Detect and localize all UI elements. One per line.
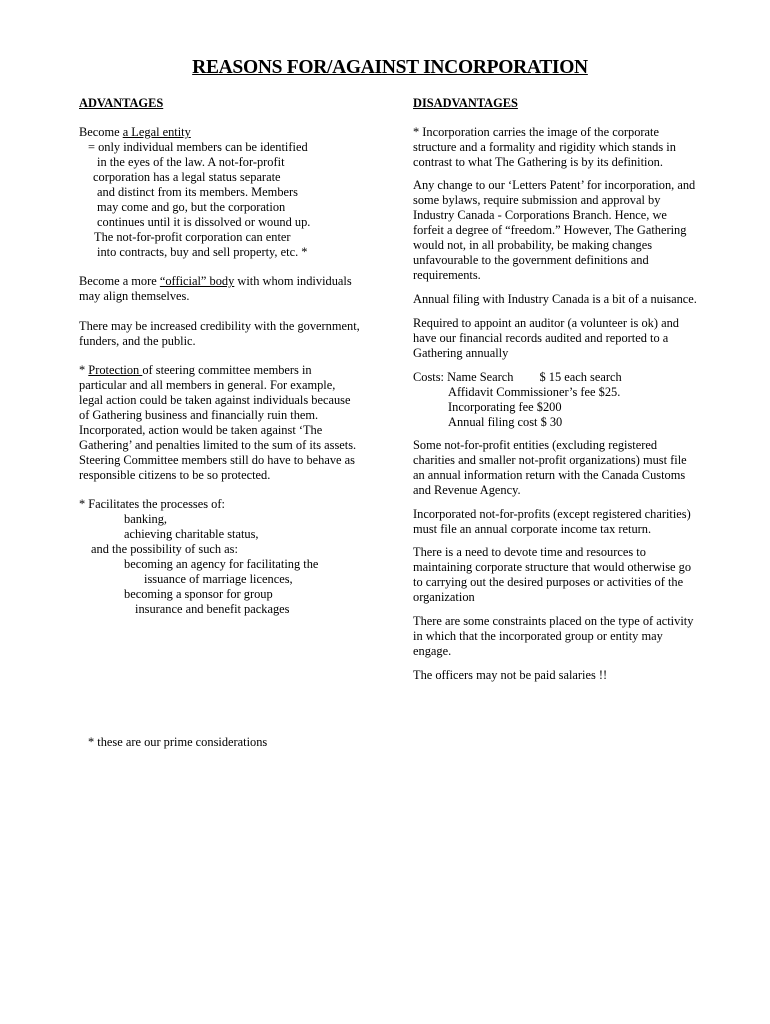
protection-line: Gathering’ and penalties limited to the sum of its assets.: [79, 438, 357, 452]
protection-line: responsible citizens to be so protected.: [79, 468, 271, 482]
disadvantage-line: would not, in all probability, be making changes: [413, 238, 653, 252]
disadvantage-annual-filing: [413, 292, 697, 307]
disadvantage-line: and Revenue Agency.: [413, 483, 521, 497]
disadvantage-line: in which that the incorporated group or entity may: [413, 629, 663, 643]
disadvantage-constraints: [413, 614, 693, 659]
disadvantage-line: to carrying out the desired purposes or activities of the: [413, 575, 684, 589]
protection-line: legal action could be taken against individuals because: [79, 393, 351, 407]
legal-entity-line: into contracts, buy and sell property, etc. *: [97, 245, 308, 259]
disadvantage-line: There are some constraints placed on the type of activity: [413, 614, 694, 628]
costs-block: [413, 370, 622, 430]
legal-entity-term: a Legal entity: [122, 125, 191, 139]
legal-entity-line: continues until it is dissolved or wound up.: [97, 215, 311, 229]
disadvantage-line: requirements.: [413, 268, 481, 282]
facilitates-line: issuance of marriage licences,: [144, 572, 293, 586]
disadvantage-line: charities and smaller not-profit organizations) must file: [413, 453, 687, 467]
disadvantage-line: Annual filing with Industry Canada is a bit of a nuisance.: [413, 292, 697, 306]
disadvantage-line: Required to appoint an auditor (a volunteer is ok) and: [413, 316, 679, 330]
footnote: [88, 735, 267, 750]
cost-line: Annual filing cost $ 30: [448, 415, 563, 429]
disadvantage-line: The officers may not be paid salaries !!: [413, 668, 608, 682]
disadvantage-line: engage.: [413, 644, 452, 658]
name-search-fee: $ 15 each search: [539, 370, 622, 384]
disadvantage-line: There is a need to devote time and resources to: [413, 545, 646, 559]
disadvantage-image: [413, 125, 676, 170]
facilitates-block: [79, 497, 318, 617]
advantages-heading: ADVANTAGES: [79, 96, 164, 110]
legal-entity-line: may come and go, but the corporation: [97, 200, 286, 214]
costs-label: Costs: Name Search: [413, 370, 514, 384]
protection-suffix: of steering committee members in: [142, 363, 312, 377]
disadvantage-line: must file an annual corporate income tax return.: [413, 522, 652, 536]
credibility-line: There may be increased credibility with the government,: [79, 319, 360, 333]
facilitates-line: becoming a sponsor for group: [124, 587, 273, 601]
disadvantage-line: Any change to our ‘Letters Patent’ for incorporation, and: [413, 178, 696, 192]
footnote-text: * these are our prime considerations: [88, 735, 268, 749]
legal-entity-prefix: Become: [79, 125, 123, 139]
official-body-block: [79, 274, 352, 304]
disadvantage-line: Incorporated not-for-profits (except registered charities): [413, 507, 691, 521]
facilitates-line: achieving charitable status,: [124, 527, 259, 541]
disadvantage-line: forfeit a degree of “freedom.” However, The Gathering: [413, 223, 687, 237]
facilitates-line: banking,: [124, 512, 168, 526]
official-body-line: may align themselves.: [79, 289, 190, 303]
credibility-line: funders, and the public.: [79, 334, 196, 348]
disadvantage-line: contrast to what The Gathering is by its definition.: [413, 155, 663, 169]
legal-entity-line: The not-for-profit corporation can enter: [94, 230, 291, 244]
legal-entity-block: [79, 125, 310, 260]
legal-entity-line: in the eyes of the law. A not-for-profit: [97, 155, 285, 169]
disadvantage-line: Industry Canada - Corporations Branch. Hence, we: [413, 208, 667, 222]
protection-block: [79, 363, 356, 483]
protection-prefix: *: [79, 363, 89, 377]
official-body-prefix: Become a more: [79, 274, 160, 288]
protection-line: particular and all members in general. For example,: [79, 378, 336, 392]
disadvantage-information-return: [413, 438, 687, 498]
protection-line: of Gathering business and financially ruin them.: [79, 408, 319, 422]
facilitates-line: * Facilitates the processes of:: [79, 497, 225, 511]
cost-line: Affidavit Commissioner’s fee $25.: [448, 385, 621, 399]
legal-entity-line: and distinct from its members. Members: [97, 185, 298, 199]
protection-term: Protection: [88, 363, 143, 377]
disadvantage-line: structure and a formality and rigidity which stands in: [413, 140, 676, 154]
protection-line: Steering Committee members still do have to behave as: [79, 453, 355, 467]
credibility-block: [79, 319, 360, 349]
disadvantage-time-resources: [413, 545, 691, 605]
official-body-suffix: with whom individuals: [234, 274, 352, 288]
disadvantage-auditor: [413, 316, 679, 361]
cost-line: Incorporating fee $200: [448, 400, 562, 414]
disadvantages-heading: DISADVANTAGES: [413, 96, 518, 110]
disadvantage-line: some bylaws, require submission and approval by: [413, 193, 661, 207]
legal-entity-line: corporation has a legal status separate: [93, 170, 281, 184]
disadvantage-salaries: [413, 668, 607, 683]
facilitates-line: and the possibility of such as:: [91, 542, 238, 556]
disadvantage-line: organization: [413, 590, 475, 604]
facilitates-line: becoming an agency for facilitating the: [124, 557, 319, 571]
facilitates-line: insurance and benefit packages: [135, 602, 290, 616]
disadvantage-line: * Incorporation carries the image of the corporate: [413, 125, 659, 139]
disadvantage-line: maintaining corporate structure that would otherwise go: [413, 560, 692, 574]
disadvantage-line: Some not-for-profit entities (excluding registered: [413, 438, 658, 452]
disadvantage-line: have our financial records audited and reported to a: [413, 331, 669, 345]
disadvantage-line: unfavourable to the government definitions and: [413, 253, 649, 267]
disadvantage-line: an annual information return with the Canada Customs: [413, 468, 686, 482]
disadvantage-tax-return: [413, 507, 691, 537]
official-body-term: “official” body: [159, 274, 235, 288]
disadvantage-line: Gathering annually: [413, 346, 509, 360]
disadvantage-letters-patent: [413, 178, 695, 283]
legal-entity-line: = only individual members can be identified: [88, 140, 308, 154]
page-title: REASONS FOR/AGAINST INCORPORATION: [192, 57, 588, 78]
protection-line: Incorporated, action would be taken against ‘The: [79, 423, 323, 437]
